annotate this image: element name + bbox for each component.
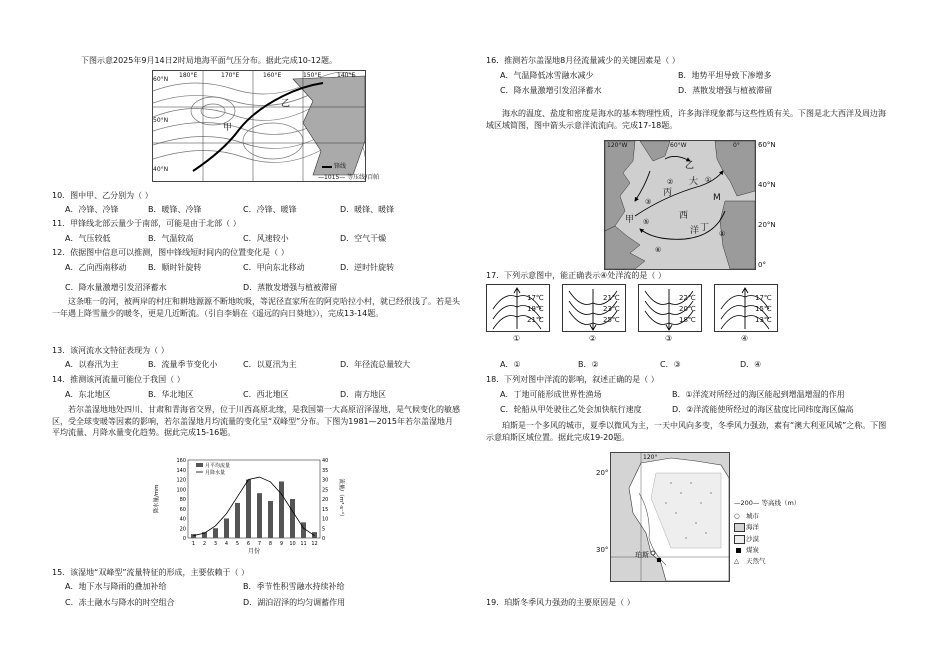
perth-map bbox=[610, 452, 730, 582]
precip-line bbox=[194, 477, 315, 536]
isotherm-label: 20℃ bbox=[679, 305, 696, 313]
x-tick-label: 6 bbox=[246, 541, 251, 547]
passage-15-16: 若尔盖湿地地处四川、甘肃和青海省交界，位于川西高原北缘，是我国第一大高原沼泽湿地，是气候变化的敏感区，受全球变暖等因素的影响，若尔盖湿地月均流量的变化呈“双峰型”分布。下图为1981—2015年若尔盖湿地月平均流量、月降水量变化趋势。据此完成15-16题。 bbox=[52, 405, 460, 437]
right-tick-label: 35 bbox=[322, 467, 329, 474]
flow-bar bbox=[257, 493, 262, 538]
q12-stem: 12．依据图中信息可以推测，图中锋线短时间内的位置变化是（ ） bbox=[52, 248, 289, 257]
isotherm-label: 21℃ bbox=[527, 316, 544, 324]
q17-diagram-label: ③ bbox=[665, 334, 673, 343]
map2-lat-20n: 20°N bbox=[758, 221, 776, 229]
gas-icon: △ bbox=[734, 557, 739, 565]
map2-current-2: ② bbox=[667, 178, 674, 186]
q16-option-b: B．地势平坦导致下渗增多 bbox=[678, 71, 772, 80]
q10-option-c: C．冷锋、暖锋 bbox=[243, 205, 297, 214]
isotherm-label: 25℃ bbox=[603, 316, 620, 324]
q13-option-d: D．年径流总量较大 bbox=[340, 360, 411, 369]
isotherm-label: 23℃ bbox=[603, 305, 620, 313]
flow-bar bbox=[235, 503, 240, 538]
desert-swatch-icon bbox=[734, 535, 745, 544]
q15-option-b: B．季节性积雪融水持续补给 bbox=[243, 582, 345, 591]
map2-lon-60w: 60°W bbox=[670, 142, 687, 149]
q17-diagram-label: ① bbox=[513, 334, 521, 343]
map3-lon-120: 120° bbox=[643, 454, 658, 461]
q17-stem: 17．下列示意图中，能正确表示④处洋流的是（ ） bbox=[486, 271, 666, 280]
isotherm-label: 18℃ bbox=[679, 316, 696, 324]
x-tick-label: 11 bbox=[300, 541, 307, 547]
passage-19-20: 珀斯是一个多风的城市，夏季以微风为主，一天中风向多变，冬季风力强劲，素有“澳大利亚风城”之称。下图示意珀斯区域位置。据此完成19-20题。 bbox=[486, 421, 887, 442]
legend-flow: 月平均流量 bbox=[205, 463, 231, 469]
q18-option-b: B．①洋流对所经过的海区能起到增温增湿的作用 bbox=[672, 390, 845, 399]
map1-lon-140: 140°E bbox=[337, 72, 356, 79]
intro-10-12: 下图示意2025年9月14日2时局地海平面气压分布。据此完成10-12题。 bbox=[81, 56, 337, 65]
sea-swatch-icon bbox=[734, 523, 745, 532]
map1-lat-40: 40°N bbox=[153, 166, 169, 173]
q13-stem: 13．该河流水文特征表现为（ ） bbox=[52, 346, 169, 355]
x-tick-label: 7 bbox=[257, 541, 262, 547]
q16-option-a: A．气温降低冰雪融水减少 bbox=[500, 71, 594, 80]
map2-da: 大 bbox=[689, 177, 699, 187]
q17-option-c: C．③ bbox=[660, 360, 681, 369]
q12-option-b: B．顺时针旋转 bbox=[148, 263, 202, 272]
map2-lon-120w: 120°W bbox=[607, 142, 628, 149]
q17-diagram-3 bbox=[638, 284, 702, 332]
map2-yang: 洋 bbox=[690, 226, 700, 236]
q13-option-b: B．流量季节变化小 bbox=[148, 360, 218, 369]
isotherm-label: 15℃ bbox=[755, 305, 772, 313]
right-tick-label: 0 bbox=[322, 536, 326, 542]
flow-bar bbox=[246, 480, 251, 539]
x-tick-label: 2 bbox=[202, 541, 207, 547]
q18-option-d: D．②洋流能使所经过的海区盐度比同纬度海区偏高 bbox=[672, 405, 854, 414]
left-tick-label: 140 bbox=[176, 467, 186, 474]
left-tick-label: 60 bbox=[179, 506, 186, 513]
map1-lat-60: 60°N bbox=[153, 76, 169, 83]
flow-bar bbox=[301, 522, 306, 538]
isotherm-label: 13℃ bbox=[755, 316, 772, 324]
map2-lat-0: 0° bbox=[758, 261, 766, 269]
map2-lat-40n: 40°N bbox=[758, 181, 776, 189]
q17-option-d: D．④ bbox=[740, 360, 762, 369]
q11-stem: 11．甲锋线北部云量少于南部，可能是由于北部（ ） bbox=[52, 219, 241, 228]
q12-option-a: A．乙向西南移动 bbox=[65, 263, 127, 272]
map1-label-jia: 甲 bbox=[223, 123, 233, 133]
flow-bar bbox=[279, 481, 284, 538]
legend-sea: 海洋 bbox=[746, 523, 759, 531]
right-tick-label: 25 bbox=[322, 487, 329, 494]
flow-bar bbox=[312, 532, 317, 538]
q12-option-d: D．逆时针旋转 bbox=[340, 263, 395, 272]
q19-stem: 19．珀斯冬季风力强劲的主要原因是（ ） bbox=[486, 598, 635, 607]
isotherm-label: 17℃ bbox=[755, 294, 772, 302]
left-tick-label: 20 bbox=[179, 526, 186, 533]
isotherm-label: 22℃ bbox=[679, 294, 696, 302]
isotherm-label: 19℃ bbox=[527, 305, 544, 313]
current-arrow-icon bbox=[742, 288, 748, 329]
flow-bar bbox=[191, 534, 196, 538]
map3-lat-30: 30° bbox=[596, 546, 609, 554]
q16-stem: 16．推测若尔盖湿地8月径流量减少的关键因素是（ ） bbox=[486, 56, 680, 65]
q16-option-d: D．蒸散发增强与植被滞留 bbox=[678, 86, 773, 95]
legend-gas: 天然气 bbox=[746, 557, 766, 565]
map2-current-3: ③ bbox=[645, 198, 652, 206]
legend-precip: 月降水量 bbox=[205, 470, 226, 476]
right-tick-label: 15 bbox=[322, 506, 329, 513]
x-tick-label: 8 bbox=[268, 541, 273, 547]
map2-m: M bbox=[713, 193, 721, 203]
q11-option-d: D．空气干燥 bbox=[340, 234, 387, 243]
x-tick-label: 5 bbox=[235, 541, 240, 547]
q15-option-d: D．湖泊沼泽的均匀调蓄作用 bbox=[243, 598, 346, 607]
x-tick-label: 3 bbox=[213, 541, 218, 547]
x-tick-label: 9 bbox=[279, 541, 284, 547]
map2-yi: 乙 bbox=[685, 161, 695, 171]
q13-option-c: C．以夏汛为主 bbox=[243, 360, 297, 369]
flow-bar bbox=[213, 528, 218, 538]
legend-city: 城市 bbox=[746, 512, 759, 520]
map2-jia: 甲 bbox=[625, 215, 635, 225]
y-axis-left-label: 降水量/mm bbox=[154, 484, 160, 514]
current-arrow-icon bbox=[514, 288, 520, 329]
map2-lon-0: 0° bbox=[733, 142, 740, 149]
legend-flow-swatch bbox=[196, 463, 203, 467]
map2-current-5: ⑤ bbox=[643, 218, 650, 226]
left-tick-label: 80 bbox=[179, 497, 186, 503]
right-tick-label: 30 bbox=[322, 477, 329, 484]
q17-diagram-4 bbox=[714, 284, 778, 332]
q10-stem: 10．图中甲、乙分别为（ ） bbox=[52, 191, 153, 200]
map2-lat-60n: 60°N bbox=[758, 141, 776, 149]
q18-option-c: C．轮船从甲处驶往乙处会加快航行速度 bbox=[500, 405, 642, 414]
passage-13-14: 这条唯一的河，被两岸的村庄和耕地源源不断地吮吸，等泥径直家所在的阿克哈拉小村，就已经很浅了。若是头一年遇上降雪量少的暖冬，更是几近断流。（引自李娟在《遥远的向日葵地》），完成13-14题。 bbox=[52, 297, 460, 318]
right-tick-label: 40 bbox=[322, 458, 329, 464]
q17-diagram-label: ④ bbox=[741, 334, 749, 343]
q10-option-a: A．冷锋、冷锋 bbox=[65, 205, 119, 214]
map1-lon-170: 170°E bbox=[221, 72, 240, 79]
q12-extra-c: C．降水量激增引发沼泽蓄水 bbox=[65, 283, 167, 292]
q11-option-b: B．气温较高 bbox=[148, 234, 194, 243]
coal-icon bbox=[736, 548, 741, 553]
q12-extra-d: D．蒸散发增强与植被滞留 bbox=[243, 283, 338, 292]
q17-diagram-1 bbox=[486, 284, 550, 332]
q14-stem: 14．推测该河流量可能位于我国（ ） bbox=[52, 375, 185, 384]
map2-ding: 丁 bbox=[700, 223, 710, 233]
map1-lon-160: 160°E bbox=[263, 72, 282, 79]
map2-current-1: ① bbox=[705, 176, 712, 184]
atlantic-map bbox=[604, 140, 756, 270]
map2-bing: 丙 bbox=[663, 188, 673, 198]
q15-option-a: A．地下水与降雨的叠加补给 bbox=[65, 582, 167, 591]
left-tick-label: 40 bbox=[179, 516, 186, 523]
isotherm-label: 21℃ bbox=[603, 294, 620, 302]
q15-option-c: C．冻土融水与降水的时空组合 bbox=[65, 598, 175, 607]
map3-perth-label: 珀斯 bbox=[635, 551, 649, 559]
q15-stem: 15．该湿地“双峰型”流量特征的形成，主要依赖于（ ） bbox=[52, 568, 250, 577]
right-tick-label: 20 bbox=[322, 497, 329, 503]
map2-current-4: ④ bbox=[719, 230, 726, 238]
isotherm-label: 17℃ bbox=[527, 294, 544, 302]
left-tick-label: 100 bbox=[176, 487, 186, 494]
q18-option-a: A．丁地可能形成世界性渔场 bbox=[500, 390, 602, 399]
right-tick-label: 5 bbox=[322, 526, 326, 533]
legend-contour: —200— 等高线（m） bbox=[734, 499, 801, 507]
map2-xi: 西 bbox=[679, 211, 689, 221]
q12-option-c: C．甲向东北移动 bbox=[243, 263, 305, 272]
q10-option-d: D．暖锋、暖锋 bbox=[340, 205, 395, 214]
passage-17-18: 海水的温度、盐度和密度是海水的基本物理性质，许多海洋现象都与这些性质有关。下图是北大西洋及周边海域区域简图，图中箭头示意洋流流向。完成17-18题。 bbox=[486, 109, 886, 130]
city-icon: ○ bbox=[734, 512, 740, 520]
left-tick-label: 160 bbox=[176, 458, 186, 464]
right-tick-label: 10 bbox=[322, 516, 329, 523]
q17-option-a: A．① bbox=[500, 360, 521, 369]
q18-stem: 18．下列对图中洋流的影响，叙述正确的是（ ） bbox=[486, 375, 659, 384]
x-tick-label: 1 bbox=[191, 541, 196, 547]
q17-diagram-label: ② bbox=[589, 334, 597, 343]
q11-option-c: C．风速较小 bbox=[243, 234, 289, 243]
q14-option-a: A．东北地区 bbox=[65, 390, 111, 399]
q14-option-d: D．南方地区 bbox=[340, 390, 387, 399]
q16-option-c: C．降水量激增引发沼泽蓄水 bbox=[500, 86, 602, 95]
q17-option-b: B．② bbox=[578, 360, 599, 369]
map1-lat-50: 50°N bbox=[153, 117, 169, 124]
map2-current-6: ⑥ bbox=[655, 246, 662, 254]
x-tick-label: 12 bbox=[311, 541, 318, 547]
q14-option-b: B．华北地区 bbox=[148, 390, 194, 399]
map1-lon-150: 150°E bbox=[303, 72, 322, 79]
y-axis-right-label: 流量/（m³·s⁻¹） bbox=[338, 478, 344, 520]
x-axis-label: 月份 bbox=[247, 548, 261, 555]
q13-option-a: A．以春汛为主 bbox=[65, 360, 119, 369]
map1-label-yi: 乙 bbox=[281, 99, 291, 109]
left-tick-label: 0 bbox=[182, 536, 186, 542]
q17-diagrams bbox=[486, 284, 776, 344]
flow-precip-chart bbox=[150, 452, 350, 564]
flow-bar bbox=[224, 519, 229, 539]
x-tick-label: 10 bbox=[289, 541, 296, 547]
map3-lat-20: 20° bbox=[596, 469, 609, 477]
x-tick-label: 4 bbox=[224, 541, 229, 547]
legend-desert: 沙漠 bbox=[746, 535, 759, 543]
map1-legend-front: 锋线 bbox=[334, 163, 347, 170]
map1-legend-isobar: —1015— 等压线/百帕 bbox=[318, 174, 380, 181]
front-legend-line bbox=[322, 166, 332, 168]
legend-coal: 煤炭 bbox=[746, 546, 759, 554]
flow-bar bbox=[268, 501, 273, 538]
flow-bar bbox=[290, 499, 295, 538]
q10-option-b: B．暖锋、冷锋 bbox=[148, 205, 202, 214]
q11-option-a: A．气压较低 bbox=[65, 234, 111, 243]
map1-lon-180: 180°E bbox=[179, 72, 198, 79]
left-tick-label: 120 bbox=[176, 477, 186, 484]
q17-diagram-2 bbox=[562, 284, 626, 332]
q14-option-c: C．西北地区 bbox=[243, 390, 289, 399]
